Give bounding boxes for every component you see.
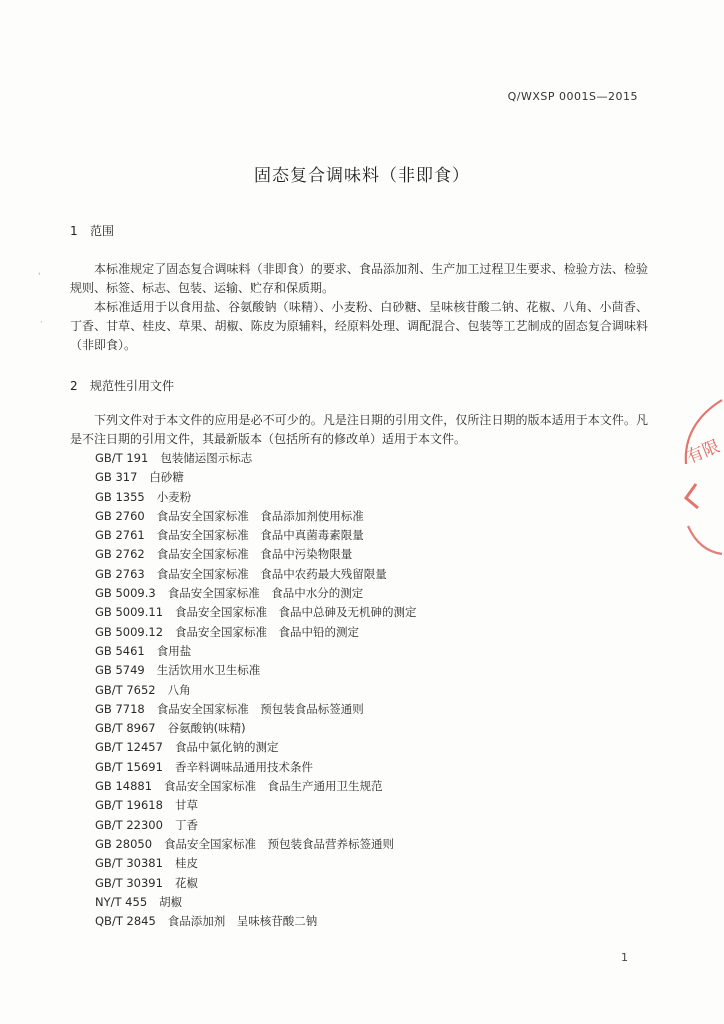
reference-item xyxy=(95,777,417,796)
reference-code: GB 28050 xyxy=(95,836,153,851)
reference-item xyxy=(95,796,417,815)
paragraph: 本标准适用于以食用盐、谷氨酸钠（味精）、小麦粉、白砂糖、呈味核苷酸二钠、花椒、八角、小茴香、丁香、甘草、桂皮、草果、胡椒、陈皮为原辅料，经原料处理、调配混合、包装等工艺制成的固态复合调味料（非即食）。 xyxy=(70,300,648,352)
reference-title: 食品安全国家标准 食品中铅的测定 xyxy=(175,624,360,639)
reference-item xyxy=(95,758,417,777)
reference-item xyxy=(95,835,417,854)
standard-number: Q/WXSP 0001S—2015 xyxy=(507,90,638,103)
reference-item xyxy=(95,468,417,487)
reference-title: 谷氨酸钠(味精) xyxy=(167,721,246,736)
section-2-body xyxy=(70,411,648,449)
reference-title: 食品安全国家标准 食品生产通用卫生规范 xyxy=(164,779,383,794)
reference-code: NY/T 455 xyxy=(95,894,148,909)
reference-code: GB 5009.11 xyxy=(95,605,164,620)
reference-item xyxy=(95,661,417,680)
reference-item xyxy=(95,642,417,661)
reference-item xyxy=(95,719,417,738)
reference-title: 食品添加剂 呈味核苷酸二钠 xyxy=(167,914,318,929)
reference-title: 八角 xyxy=(167,682,191,697)
reference-code: GB 1355 xyxy=(95,489,145,504)
document-title: 固态复合调味料（非即食） xyxy=(254,166,470,186)
reference-item xyxy=(95,507,417,526)
reference-code: GB/T 15691 xyxy=(95,759,163,774)
reference-title: 食品安全国家标准 食品中水分的测定 xyxy=(167,586,364,601)
reference-code: GB 14881 xyxy=(95,779,153,794)
section-2-heading xyxy=(70,377,174,394)
reference-code: GB 5461 xyxy=(95,643,145,658)
reference-item xyxy=(95,854,417,873)
reference-title: 白砂糖 xyxy=(149,470,184,485)
reference-title: 食品安全国家标准 食品添加剂使用标准 xyxy=(156,508,364,523)
reference-list xyxy=(95,449,417,931)
reference-item xyxy=(95,738,417,757)
scan-mark: ' xyxy=(38,272,41,282)
seal-text: 有限 xyxy=(683,436,723,468)
reference-item xyxy=(95,449,417,468)
reference-item xyxy=(95,681,417,700)
red-seal-stamp xyxy=(674,398,724,558)
reference-title: 食品安全国家标准 食品中污染物限量 xyxy=(156,547,353,562)
reference-title: 甘草 xyxy=(174,798,198,813)
reference-item xyxy=(95,912,417,931)
reference-code: GB 2760 xyxy=(95,508,145,523)
reference-code: GB/T 19618 xyxy=(95,798,163,813)
reference-code: GB 2763 xyxy=(95,566,145,581)
reference-code: GB/T 30391 xyxy=(95,875,163,890)
reference-title: 香辛料调味品通用技术条件 xyxy=(174,759,313,774)
scan-mark: · xyxy=(40,318,43,328)
reference-code: GB 7718 xyxy=(95,701,145,716)
paragraph: 下列文件对于本文件的应用是必不可少的。凡是注日期的引用文件，仅所注日期的版本适用于本文件。凡是不注日期的引用文件，其最新版本（包括所有的修改单）适用于本文件。 xyxy=(70,413,648,446)
section-number: 2 xyxy=(70,379,78,393)
reference-code: GB 2762 xyxy=(95,547,145,562)
reference-title: 胡椒 xyxy=(159,894,183,909)
reference-code: GB/T 7652 xyxy=(95,682,156,697)
reference-item xyxy=(95,488,417,507)
reference-item xyxy=(95,893,417,912)
page-number: 1 xyxy=(621,951,628,964)
reference-code: GB/T 12457 xyxy=(95,740,163,755)
section-number: 1 xyxy=(70,224,78,238)
reference-title: 食品安全国家标准 预包装食品营养标签通则 xyxy=(164,836,395,851)
reference-title: 食品安全国家标准 预包装食品标签通则 xyxy=(156,701,364,716)
reference-title: 食品安全国家标准 食品中真菌毒素限量 xyxy=(156,528,364,543)
reference-item xyxy=(95,584,417,603)
reference-title: 食用盐 xyxy=(156,643,192,658)
section-1-heading xyxy=(70,222,114,239)
reference-code: GB 5009.3 xyxy=(95,586,156,601)
reference-item xyxy=(95,816,417,835)
reference-title: 食品中氯化钠的测定 xyxy=(174,740,279,755)
reference-title: 食品安全国家标准 食品中农药最大残留限量 xyxy=(156,566,387,581)
reference-code: GB 317 xyxy=(95,470,138,485)
reference-code: GB 2761 xyxy=(95,528,145,543)
reference-item xyxy=(95,526,417,545)
reference-item xyxy=(95,874,417,893)
reference-item xyxy=(95,545,417,564)
reference-title: 生活饮用水卫生标准 xyxy=(156,663,261,678)
reference-code: GB/T 8967 xyxy=(95,721,156,736)
section-title: 规范性引用文件 xyxy=(90,379,175,393)
reference-title: 花椒 xyxy=(174,875,198,890)
reference-code: GB/T 22300 xyxy=(95,817,163,832)
reference-title: 食品安全国家标准 食品中总砷及无机砷的测定 xyxy=(175,605,417,620)
reference-code: GB 5749 xyxy=(95,663,145,678)
reference-title: 小麦粉 xyxy=(156,489,192,504)
reference-code: GB/T 30381 xyxy=(95,856,163,871)
section-title: 范围 xyxy=(90,224,115,238)
reference-title: 丁香 xyxy=(174,817,198,832)
reference-item xyxy=(95,623,417,642)
reference-title: 包装储运图示标志 xyxy=(160,451,253,465)
reference-title: 桂皮 xyxy=(174,856,198,871)
reference-code: GB 5009.12 xyxy=(95,624,164,639)
reference-code: QB/T 2845 xyxy=(95,914,156,929)
reference-code: GB/T 191 xyxy=(95,451,149,465)
reference-item xyxy=(95,565,417,584)
reference-item xyxy=(95,700,417,719)
section-1-body xyxy=(70,260,648,355)
reference-item xyxy=(95,603,417,622)
paragraph: 本标准规定了固态复合调味料（非即食）的要求、食品添加剂、生产加工过程卫生要求、检验方法、检验规则、标签、标志、包装、运输、贮存和保质期。 xyxy=(70,262,648,295)
